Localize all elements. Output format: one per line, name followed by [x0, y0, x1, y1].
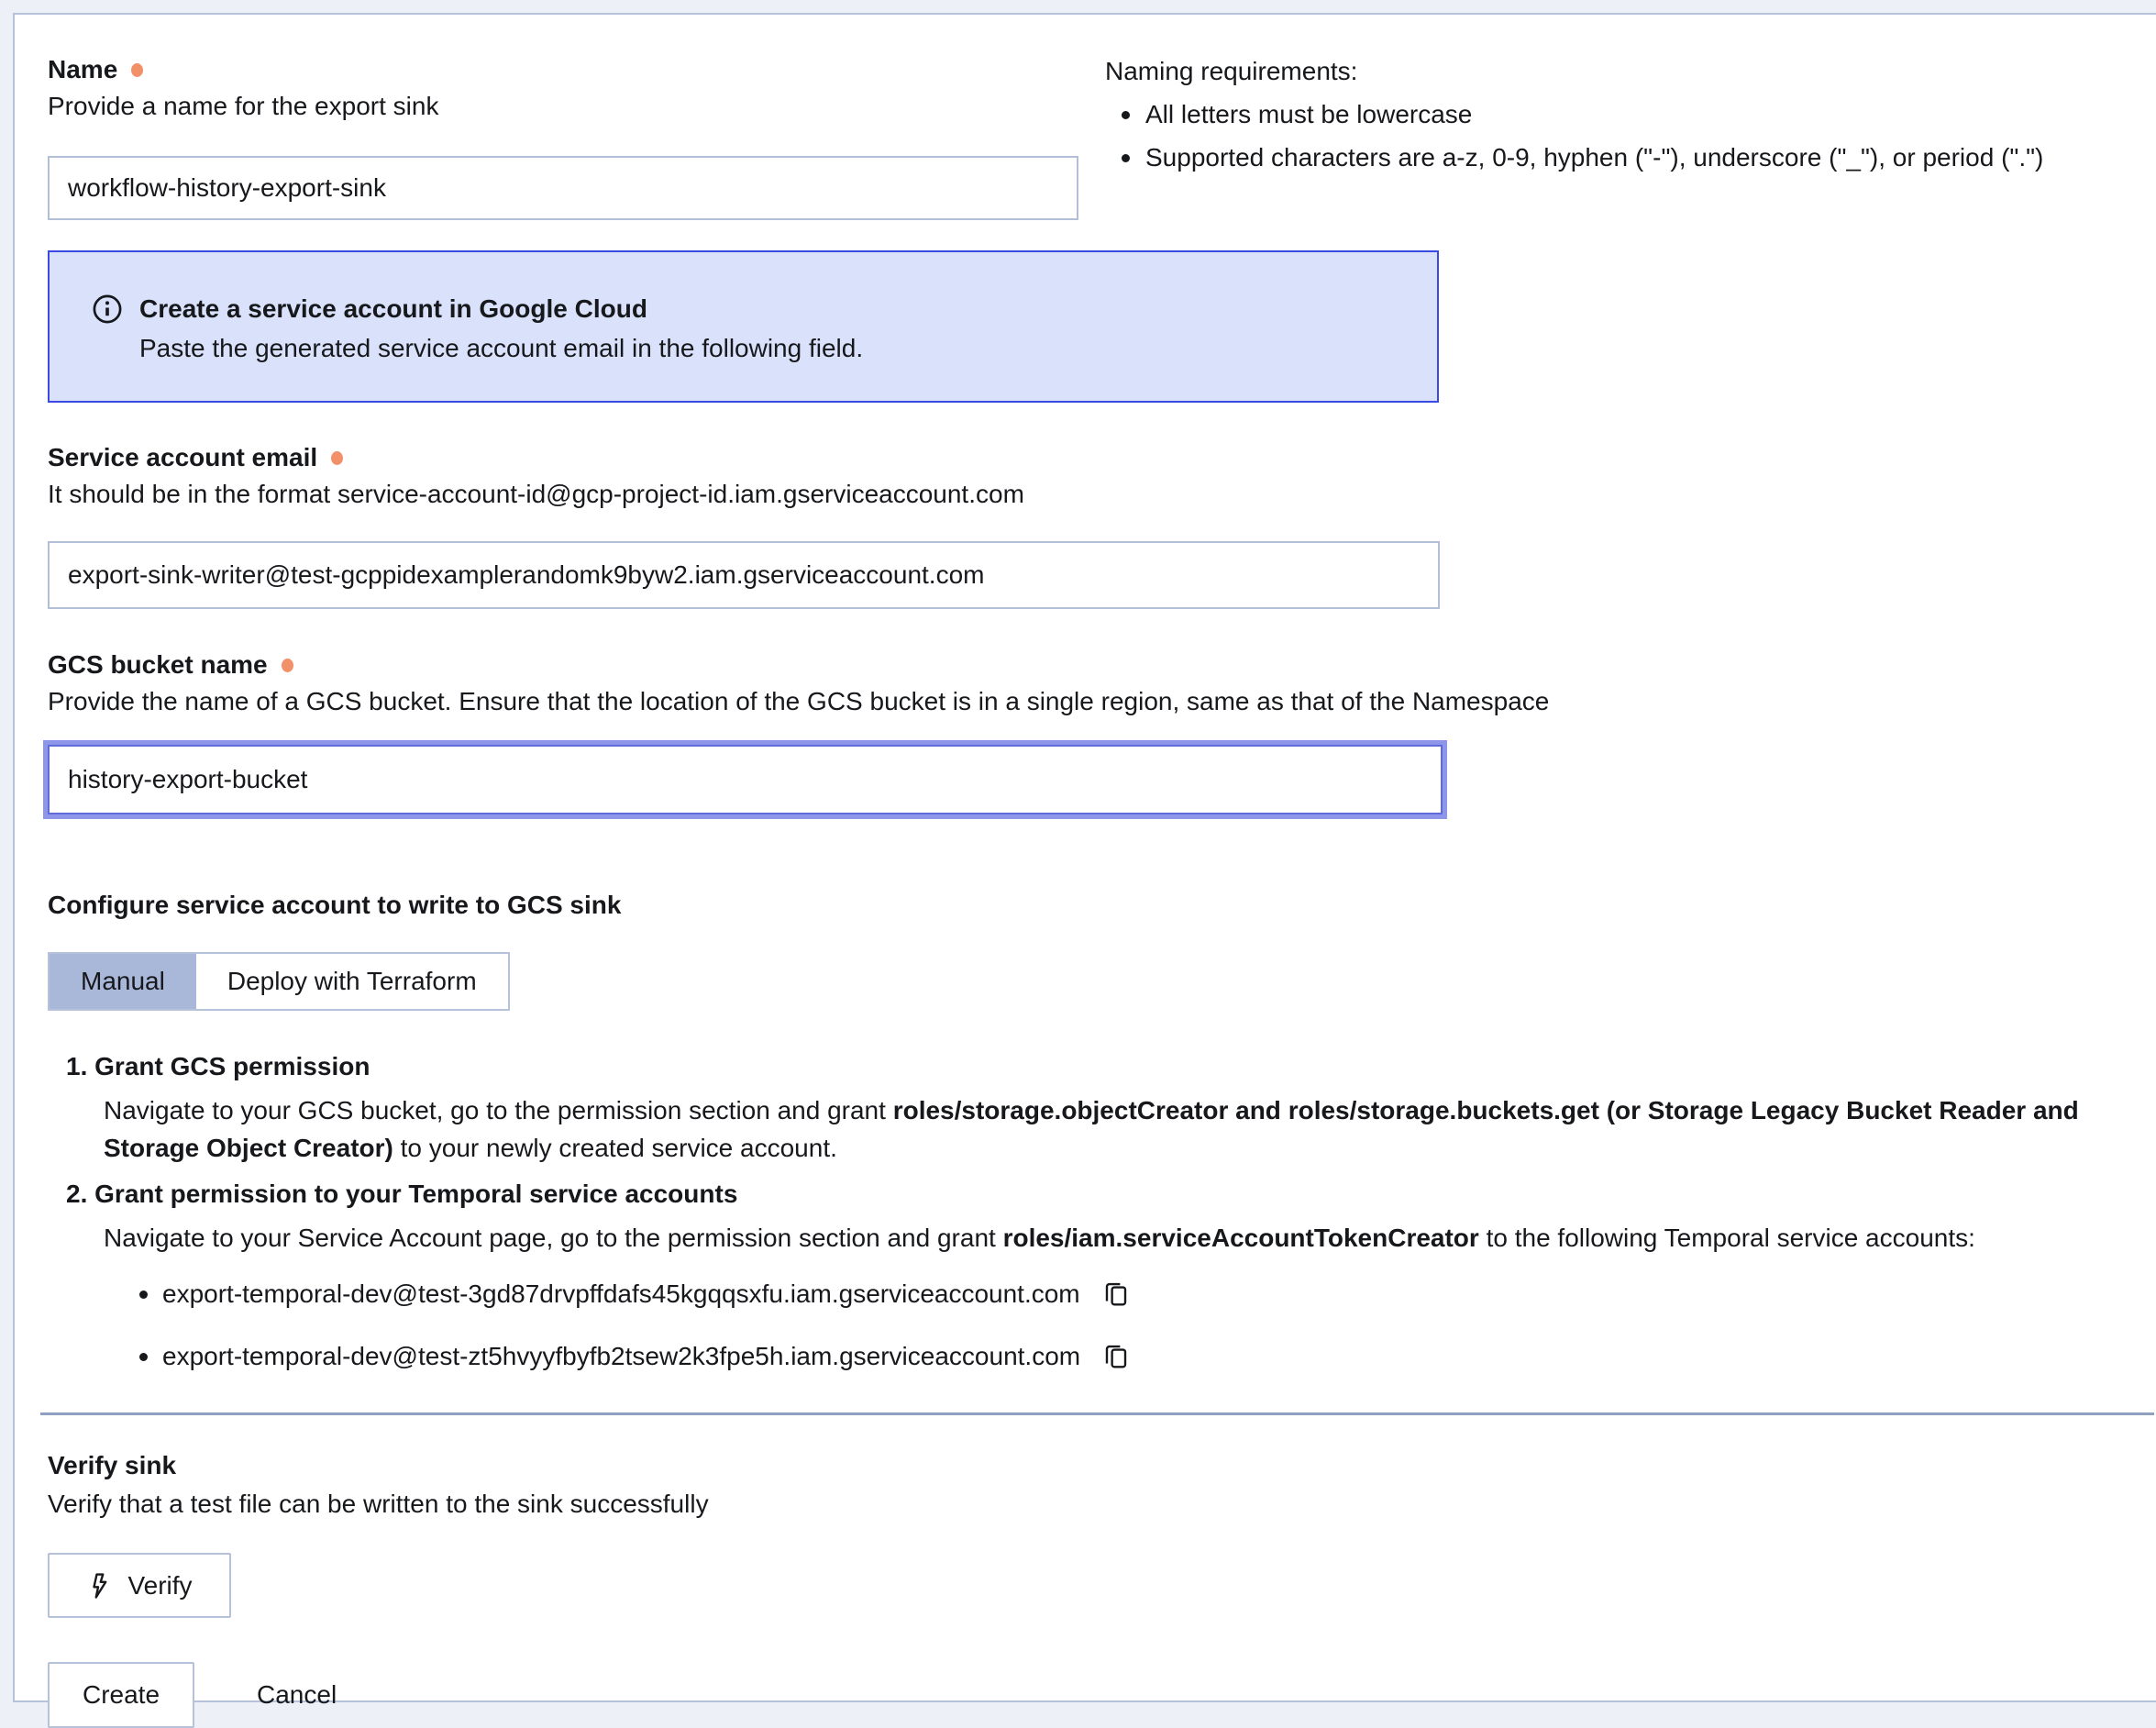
verify-title: Verify sink — [48, 1450, 2103, 1481]
export-sink-form-panel — [13, 13, 2156, 1702]
bucket-desc: Provide the name of a GCS bucket. Ensure that the location of the GCS bucket is in a single region, same as that of the Namespace — [48, 686, 2103, 717]
temporal-service-account-row — [48, 1279, 2103, 1310]
tab-manual[interactable]: Manual — [50, 954, 196, 1009]
form-content — [15, 15, 2156, 1728]
temporal-service-account-list — [48, 1279, 2103, 1372]
tab-deploy-with-terraform[interactable]: Deploy with Terraform — [196, 954, 508, 1009]
required-dot-icon — [131, 63, 143, 77]
service-account-label: Service account email — [48, 442, 317, 473]
step-1-title: 1. Grant GCS permission — [48, 1051, 2103, 1082]
info-box-title: Create a service account in Google Cloud — [139, 294, 863, 325]
naming-requirement-item: All letters must be lowercase — [1105, 99, 2043, 130]
name-section — [48, 54, 2103, 220]
required-dot-icon — [331, 451, 343, 465]
copy-icon[interactable] — [1100, 1279, 1132, 1310]
info-icon — [91, 293, 124, 326]
service-account-desc: It should be in the format service-account-id@gcp-project-id.iam.gserviceaccount.com — [48, 479, 2103, 510]
step-1-body: Navigate to your GCS bucket, go to the permission section and grant roles/storage.objectCreator and roles/storage.buckets.get (or Storage Legacy Bucket Reader and Storage Object Creator) to your newly created service account. — [104, 1091, 2103, 1167]
name-desc: Provide a name for the export sink — [48, 91, 1078, 122]
configure-tabs — [48, 952, 510, 1011]
required-dot-icon — [282, 659, 293, 672]
service-account-info-box — [48, 250, 1439, 403]
naming-requirement-item: Supported characters are a-z, 0-9, hyphen ("-"), underscore ("_"), or period (".") — [1105, 142, 2043, 173]
cancel-button[interactable]: Cancel — [231, 1662, 362, 1728]
verify-button[interactable]: Verify — [48, 1553, 231, 1618]
naming-requirements — [1105, 56, 2043, 173]
temporal-service-account-email: export-temporal-dev@test-zt5hvyyfbyfb2tsew2k3fpe5h.iam.gserviceaccount.com — [162, 1341, 1080, 1372]
name-label: Name — [48, 54, 117, 85]
lightning-bolt-icon — [86, 1572, 114, 1600]
configure-section-title: Configure service account to write to GCS sink — [48, 890, 2103, 921]
verify-desc: Verify that a test file can be written to the sink successfully — [48, 1489, 2103, 1520]
step-2-body: Navigate to your Service Account page, go to the permission section and grant roles/iam.serviceAccountTokenCreator to the following Temporal service accounts: — [104, 1219, 2103, 1257]
name-label-row — [48, 54, 1078, 85]
name-input[interactable] — [48, 156, 1078, 220]
section-divider — [40, 1412, 2154, 1415]
manual-steps — [48, 1051, 2103, 1372]
temporal-service-account-row — [48, 1341, 2103, 1372]
service-account-email-input[interactable] — [48, 541, 1440, 609]
copy-icon[interactable] — [1100, 1341, 1132, 1372]
bucket-name-input[interactable] — [48, 745, 1443, 814]
info-box-body: Paste the generated service account email in the following field. — [139, 333, 863, 364]
service-account-section — [48, 442, 2103, 609]
bucket-label: GCS bucket name — [48, 649, 268, 681]
bucket-section — [48, 649, 2103, 814]
naming-requirements-title: Naming requirements: — [1105, 56, 2043, 87]
form-actions — [48, 1662, 2103, 1728]
temporal-service-account-email: export-temporal-dev@test-3gd87drvpffdafs45kgqqsxfu.iam.gserviceaccount.com — [162, 1279, 1080, 1310]
step-2-title: 2. Grant permission to your Temporal service accounts — [48, 1179, 2103, 1210]
create-button[interactable]: Create — [48, 1662, 194, 1728]
